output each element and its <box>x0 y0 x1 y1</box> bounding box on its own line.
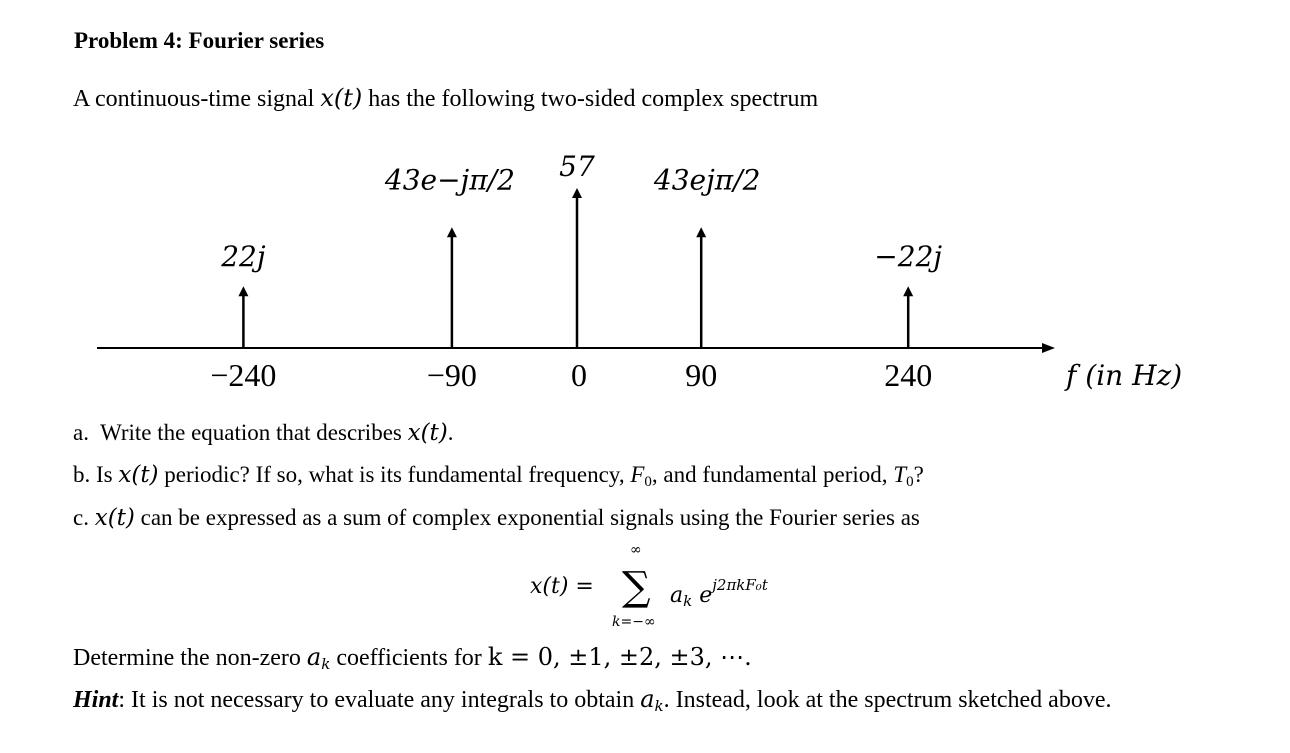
sum-upper-limit: ∞ <box>630 542 642 558</box>
impulse-arrow-icon <box>903 286 913 296</box>
impulse-arrow-icon <box>238 286 248 296</box>
question-c-text: can be expressed as a sum of complex exponential signals using the Fourier series as <box>140 505 920 530</box>
question-b-signal: x(t) <box>118 462 159 488</box>
equation-lhs: x(t) = <box>530 574 594 599</box>
determine-coef-sub: k <box>321 655 331 673</box>
determine-coef: a <box>306 643 322 671</box>
impulse-coefficient-label: 43ejπ/2 <box>653 163 761 197</box>
question-b <box>73 462 924 491</box>
question-a-signal: x(t) <box>407 420 448 446</box>
intro-signal: x(t) <box>320 84 363 112</box>
question-b-text-mid2: , and fundamental period, <box>651 462 888 487</box>
impulse-coefficient-label: 43e−jπ/2 <box>384 163 515 197</box>
hint-coef: a <box>640 685 655 713</box>
impulse-coefficient-label: 22j <box>221 240 266 274</box>
frequency-tick-label: 90 <box>685 357 718 393</box>
intro-prefix: A continuous-time signal <box>73 86 315 112</box>
question-b-end: ? <box>913 462 924 487</box>
question-c <box>73 505 920 531</box>
intro-suffix: has the following two-sided complex spectrum <box>368 86 819 112</box>
hint-pre: : It is not necessary to evaluate any integrals to obtain <box>118 687 635 713</box>
equation-coef-sub: k <box>683 592 693 610</box>
equation-term <box>670 576 768 610</box>
frequency-tick-label: 0 <box>571 357 587 393</box>
hint-sentence <box>73 685 1111 715</box>
determine-pre: Determine the non-zero <box>73 645 301 671</box>
question-b-label: b. <box>73 462 91 487</box>
x-axis-label-text: f (in Hz) <box>1066 359 1183 392</box>
equation-exponent: j2πkF₀t <box>712 576 768 594</box>
question-b-f0: F <box>630 462 645 487</box>
question-a-text: Write the equation that describes <box>100 420 402 445</box>
impulse-arrow-icon <box>572 188 582 198</box>
impulse-coefficient-label: 57 <box>559 150 595 183</box>
hint-label: Hint <box>73 687 119 713</box>
frequency-tick-label: 240 <box>884 357 933 393</box>
question-b-t0: T <box>893 462 907 487</box>
hint-coef-sub: k <box>654 697 664 715</box>
question-b-f0-sub: 0 <box>644 474 652 490</box>
impulse-arrow-icon <box>696 227 706 237</box>
question-c-signal: x(t) <box>94 505 135 531</box>
x-axis-label <box>1064 359 1182 392</box>
intro-sentence <box>73 84 818 113</box>
determine-k-values: k = 0, ±1, ±2, ±3, ⋯. <box>487 643 752 671</box>
frequency-tick-label: −90 <box>426 357 477 393</box>
equation-coef: a <box>670 583 684 608</box>
frequency-tick-label: −240 <box>210 357 277 393</box>
fourier-series-equation <box>530 540 830 640</box>
spectrum-plot <box>0 140 1290 410</box>
determine-mid: coefficients for <box>336 645 482 671</box>
impulse-coefficient-label: −22j <box>874 240 943 274</box>
question-b-t0-sub: 0 <box>906 474 914 490</box>
question-a-label: a. <box>73 420 89 445</box>
axis-arrow-icon <box>1042 343 1055 353</box>
question-a <box>73 420 454 446</box>
question-a-end: . <box>447 420 454 445</box>
impulse-arrow-icon <box>447 227 457 237</box>
question-b-text-mid: periodic? If so, what is its fundamental frequency, <box>164 462 625 487</box>
hint-post: . Instead, look at the spectrum sketched above. <box>663 687 1112 713</box>
determine-sentence <box>73 643 752 673</box>
sum-lower-limit: k=−∞ <box>612 614 656 630</box>
question-c-label: c. <box>73 505 89 530</box>
question-b-text-pre: Is <box>96 462 113 487</box>
summation-icon: ∑ <box>622 564 651 610</box>
problem-title: Problem 4: Fourier series <box>74 28 325 53</box>
equation-exp-base: e <box>699 583 713 608</box>
